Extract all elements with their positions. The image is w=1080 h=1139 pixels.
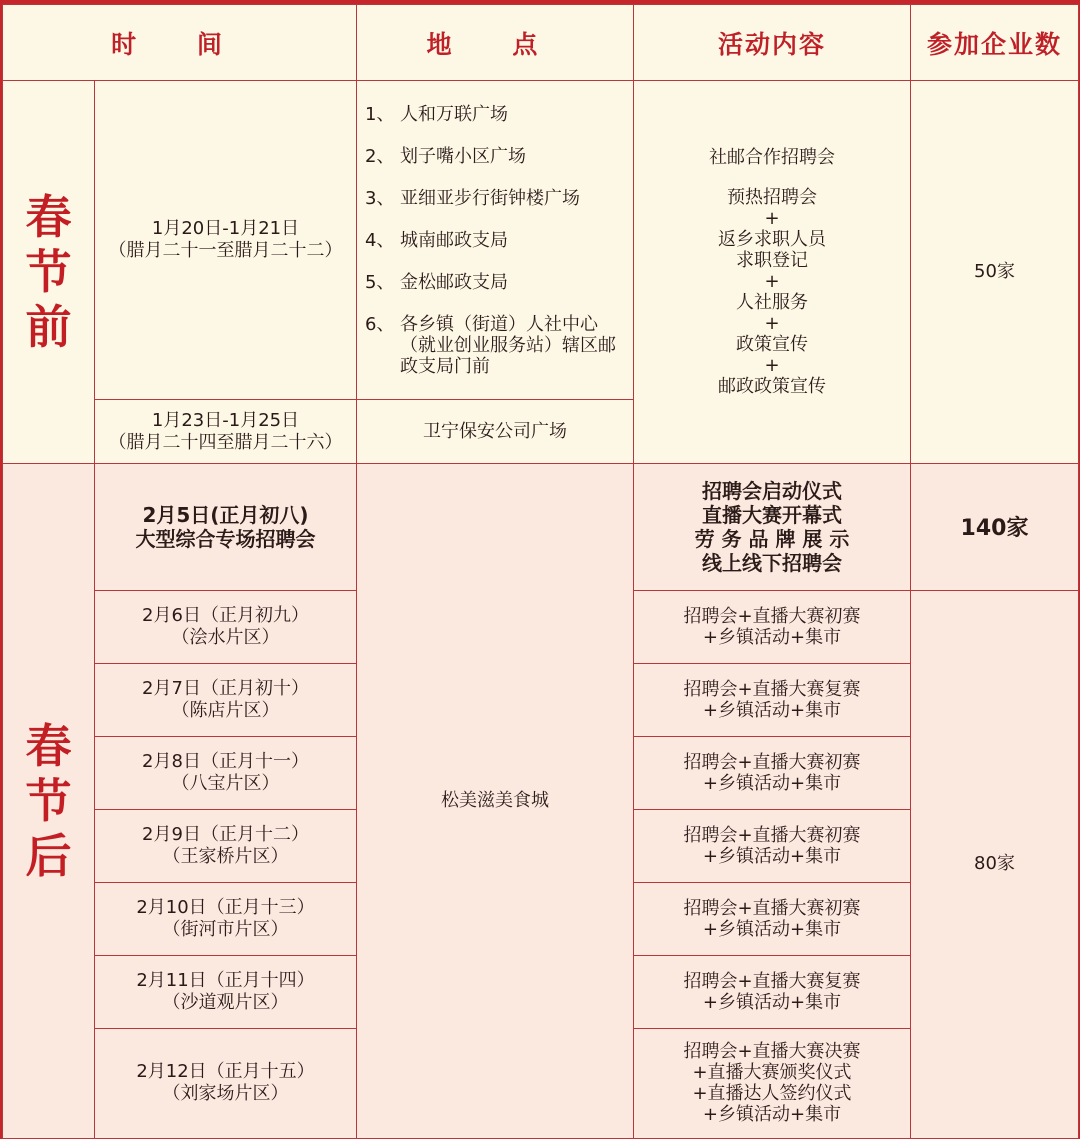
time-date: 2月5日(正月初八) [142, 502, 309, 527]
before-label-char: 前 [25, 299, 72, 354]
site-text: 城南邮政支局 [400, 229, 508, 251]
header-row [3, 5, 1079, 81]
site-text: 亚细亚步行街钟楼广场 [400, 187, 580, 209]
site-text: 各乡镇（街道）人社中心（就业创业服务站）辖区邮政支局门前 [400, 313, 616, 377]
time-title: 大型综合专场招聘会 [135, 526, 316, 551]
content-line: +乡镇活动+集市 [702, 772, 842, 794]
after-time [95, 1028, 357, 1138]
time-date: 2月9日（正月十二） [142, 823, 309, 845]
content-item: + [764, 271, 780, 293]
content-line: 招聘会+直播大赛复赛 [683, 970, 861, 992]
after-content [634, 590, 911, 663]
content-line: 招聘会+直播大赛初赛 [683, 897, 861, 919]
site-item [365, 188, 625, 209]
content-line: 招聘会+直播大赛初赛 [683, 751, 861, 773]
content-line: +乡镇活动+集市 [702, 991, 842, 1013]
before-label [3, 81, 95, 464]
after-main-row [3, 464, 1079, 590]
site-num: 6、 [365, 313, 395, 335]
content-item: 求职登记 [736, 250, 808, 272]
content-item: 人社服务 [736, 292, 808, 314]
content-line: 线上线下招聘会 [702, 550, 842, 575]
time-date: 2月12日（正月十五） [136, 1061, 315, 1083]
site-num: 2、 [365, 145, 395, 167]
after-content [634, 736, 911, 809]
content-line: +乡镇活动+集市 [702, 1104, 842, 1126]
site-num: 3、 [365, 187, 395, 209]
time-date: 2月7日（正月初十） [142, 677, 309, 699]
after-content [634, 809, 911, 882]
content-line: 直播大赛开幕式 [702, 502, 842, 527]
after-time [95, 882, 357, 955]
site-text: 人和万联广场 [400, 103, 508, 125]
content-line: 招聘会启动仪式 [702, 478, 842, 503]
site-num: 4、 [365, 229, 395, 251]
time-lunar: （腊月二十一至腊月二十二） [108, 240, 343, 262]
time-area: （八宝片区） [171, 772, 280, 794]
time-date: 2月10日（正月十三） [136, 896, 315, 918]
time-area: （王家桥片区） [162, 845, 289, 867]
after-content [634, 663, 911, 736]
time-area: （陈店片区） [171, 699, 280, 721]
site-text: 划子嘴小区广场 [400, 145, 526, 167]
after-label-char: 后 [25, 828, 72, 883]
before-time-2 [95, 400, 357, 464]
after-main-time [95, 464, 357, 590]
content-line: 招聘会+直播大赛初赛 [683, 824, 861, 846]
before-content [634, 81, 911, 464]
time-area: （街河市片区） [162, 918, 289, 940]
content-title: 社邮合作招聘会 [709, 147, 835, 169]
content-item: 预热招聘会 [727, 187, 817, 209]
after-time [95, 663, 357, 736]
time-date: 1月20日-1月21日 [151, 218, 300, 240]
site-item [365, 230, 625, 251]
content-line: 招聘会+直播大赛复赛 [683, 678, 861, 700]
after-main-content [634, 464, 911, 590]
time-lunar: （腊月二十四至腊月二十六） [108, 431, 343, 453]
site-item [365, 314, 625, 377]
time-area: （沙道观片区） [162, 991, 289, 1013]
time-area: （刘家场片区） [162, 1083, 289, 1105]
after-content [634, 882, 911, 955]
content-line: +乡镇活动+集市 [702, 845, 842, 867]
after-content [634, 1028, 911, 1138]
header-companies: 参加企业数 [911, 5, 1079, 81]
after-content [634, 955, 911, 1028]
time-date: 2月11日（正月十四） [136, 969, 315, 991]
content-line: 招聘会+直播大赛决赛 [683, 1041, 861, 1063]
before-row-1 [3, 81, 1079, 400]
time-date: 2月6日（正月初九） [142, 604, 309, 626]
content-item: 返乡求职人员 [718, 229, 826, 251]
schedule-table [2, 4, 1079, 1139]
after-label-char: 春 [25, 718, 72, 773]
content-line: 劳 务 品 牌 展 示 [694, 526, 850, 551]
header-place: 地 点 [357, 5, 634, 81]
after-place: 松美滋美食城 [357, 464, 634, 1139]
before-companies: 50家 [911, 81, 1079, 464]
content-item: + [764, 208, 780, 230]
after-time [95, 590, 357, 663]
header-content: 活动内容 [634, 5, 911, 81]
after-time [95, 736, 357, 809]
after-companies: 80家 [911, 590, 1079, 1139]
site-text: 金松邮政支局 [400, 271, 508, 293]
after-label [3, 464, 95, 1139]
before-place-2: 卫宁保安公司广场 [357, 400, 634, 464]
site-item [365, 146, 625, 167]
site-item [365, 272, 625, 293]
content-line: +乡镇活动+集市 [702, 699, 842, 721]
before-sites [357, 81, 634, 400]
after-label-char: 节 [25, 773, 72, 828]
site-num: 1、 [365, 103, 395, 125]
content-item: + [764, 355, 780, 377]
content-line: +乡镇活动+集市 [702, 918, 842, 940]
before-time-1 [95, 81, 357, 400]
content-line: 招聘会+直播大赛初赛 [683, 605, 861, 627]
time-area: （浍水片区） [171, 626, 280, 648]
site-num: 5、 [365, 271, 395, 293]
content-item: 邮政政策宣传 [718, 376, 826, 398]
after-main-companies: 140家 [911, 464, 1079, 590]
content-item: 政策宣传 [736, 334, 808, 356]
content-line: +乡镇活动+集市 [702, 626, 842, 648]
content-item: + [764, 313, 780, 335]
content-line: +直播达人签约仪式 [692, 1083, 852, 1105]
after-time [95, 955, 357, 1028]
before-label-char: 春 [25, 189, 72, 244]
content-gap [634, 168, 910, 187]
header-time: 时 间 [3, 5, 357, 81]
after-time [95, 809, 357, 882]
before-label-char: 节 [25, 244, 72, 299]
time-date: 1月23日-1月25日 [151, 409, 300, 431]
time-date: 2月8日（正月十一） [142, 750, 309, 772]
content-line: +直播大赛颁奖仪式 [692, 1062, 852, 1084]
site-item [365, 104, 625, 125]
